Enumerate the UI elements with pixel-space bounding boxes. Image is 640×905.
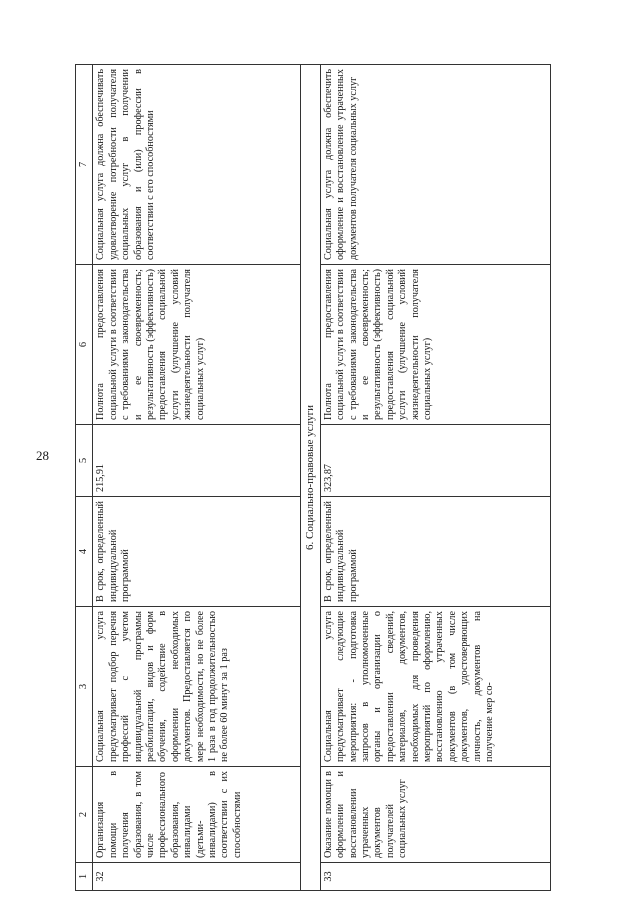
service-term: В срок, определенный индивидуальной программой [93,497,301,607]
header-cell: 4 [76,497,93,607]
service-condition: Социальная услуга должна обеспечить оформление и восстановление утраченных документов получателя социальных услуг [320,65,550,265]
table-row [320,65,550,891]
page-number: 28 [36,448,49,463]
service-condition: Социальная услуга должна обеспечивать удовлетворение потребности получателя социальных услуг в получении образования и (или) профессии в соответствии с его способностями [93,65,301,265]
header-cell: 3 [76,607,93,767]
service-description: Социальная услуга предусматривает следующие мероприятия: - подготовка запросов в уполномоченные органы и организации о предоставлении сведений, материалов, документов, необходимых для проведения мероприятий по оформлению, восстановлению утраченных документов (в том числе документов, удостоверяющих личность, документов на получение мер со- [320,607,550,767]
header-cell: 7 [76,65,93,265]
header-cell: 5 [76,425,93,497]
services-table [75,64,551,891]
section-row [301,65,320,891]
row-number: 33 [320,863,550,891]
section-title: 6. Социально-правовые услуги [301,65,320,891]
quality-indicator: Полнота предоставления социальной услуги в соответствии с требованиями законодательства и ее своевременность; результативность (эффективность) предоставления социальной услуги (улучшение условий жизнедеятельности получателя социальных услуг) [93,265,301,425]
header-row [76,65,93,891]
service-name: Организация помощи в получения образования, в том числе профессионального образования, инвалидами (детьми-инвалидами) в соответствии с их способностями [93,767,301,863]
header-cell: 1 [76,863,93,891]
header-cell: 6 [76,265,93,425]
header-cell: 2 [76,767,93,863]
service-name: Оказание помощи в оформлении и восстановлении утраченных документов получателей социальных услуг [320,767,550,863]
table-row [93,65,301,891]
quality-indicator: Полнота предоставления социальной услуги в соответствии с требованиями законодательства и ее своевременность; результативность (эффективность) предоставления социальной услуги (улучшение условий жизнедеятельности получателя социальных услуг) [320,265,550,425]
service-price: 323,87 [320,425,550,497]
service-price: 215,91 [93,425,301,497]
row-number: 32 [93,863,301,891]
service-description: Социальная услуга предусматривает подбор перечня профессий с учетом индивидуальной программы реабилитации, видов и форм обучения, содействие в оформлении необходимых документов. Предоставляется по мере необходимости, но не более 1 раза в год продолжительностью не более 60 минут за 1 раз [93,607,301,767]
rotated-table-wrapper [75,65,565,891]
service-term: В срок, определенный индивидуальной программой [320,497,550,607]
